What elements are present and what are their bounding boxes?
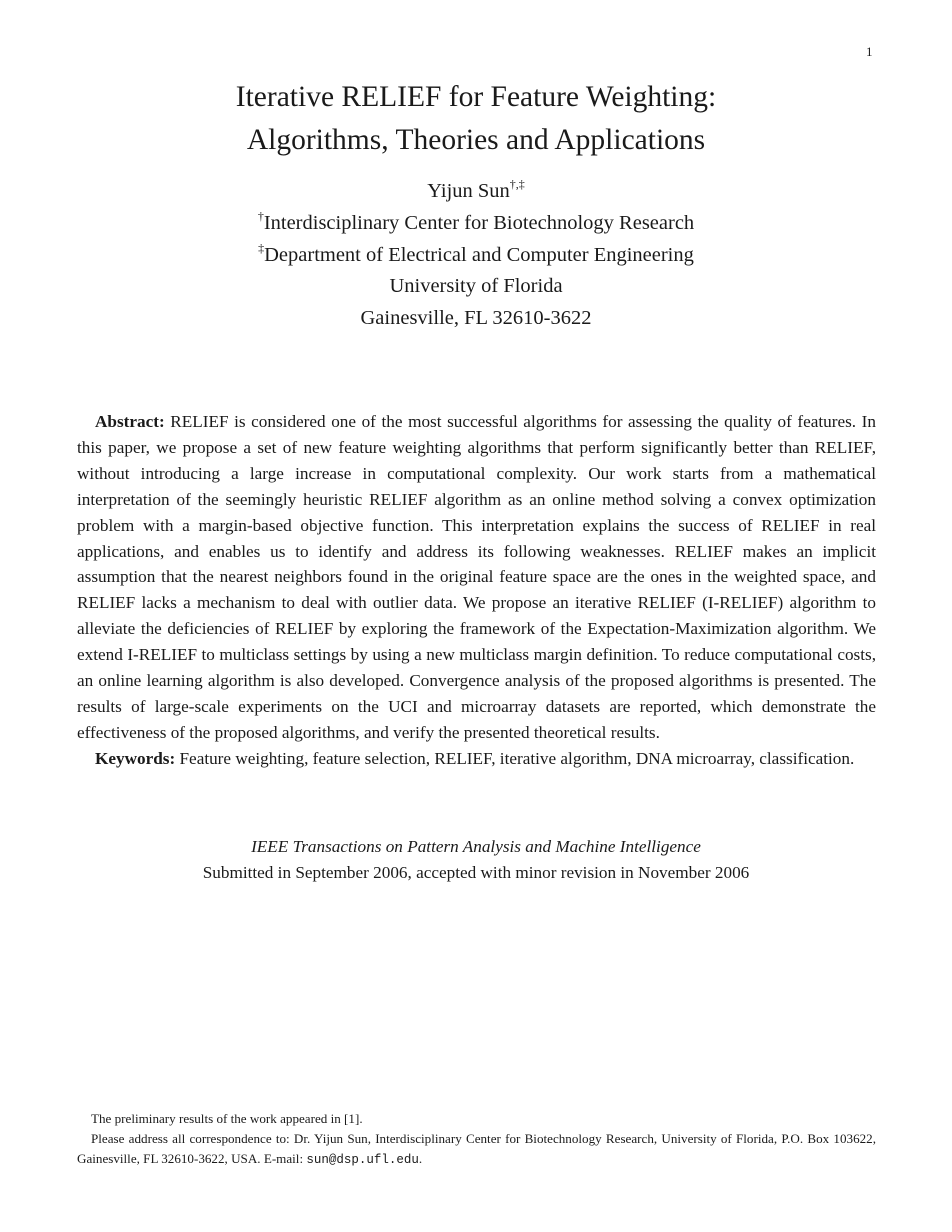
- university: University of Florida: [389, 275, 563, 298]
- page-number: 1: [866, 44, 873, 59]
- abstract-text: RELIEF is considered one of the most successful algorithms for assessing the quality of features. In this paper, we propose a set of new feature weighting algorithms that perform significantly better than RELIEF, without introducing a large increase in computational complexity. Our work starts from a mathematical interpretation of the seemingly heuristic RELIEF algorithm as an online method solving a convex optimization problem with a margin-based objective function. This interpretation explains the success of RELIEF in real applications, and enables us to identify and address its following weaknesses. RELIEF makes an implicit assumption that the nearest neighbors found in the original feature space are the ones in the weighted space, and RELIEF lacks a mechanism to deal with outlier data. We propose an iterative RELIEF (I-RELIEF) algorithm to alleviate the deficiencies of RELIEF by exploring the framework of the Expectation-Maximization algorithm. We extend I-RELIEF to multiclass settings by using a new multiclass margin definition. To reduce computational costs, an online learning algorithm is also developed. Convergence analysis of the proposed algorithms is presented. The results of large-scale experiments on the UCI and microarray datasets are reported, which demonstrate the effectiveness of the proposed algorithms, and verify the presented theoretical results.: [77, 412, 876, 742]
- submission-dates: Submitted in September 2006, accepted with minor revision in November 2006: [202, 863, 750, 882]
- venue-block: [0, 834, 952, 886]
- email-link[interactable]: sun@dsp.ufl.edu: [306, 1153, 419, 1167]
- footnote-line-1: The preliminary results of the work appeared in [1].: [91, 1111, 363, 1126]
- author-line: [0, 176, 952, 208]
- keywords-text: Feature weighting, feature selection, RELIEF, iterative algorithm, DNA microarray, classification.: [179, 748, 855, 768]
- footnote-end: .: [418, 1151, 423, 1166]
- title-line-1: Iterative RELIEF for Feature Weighting:: [235, 81, 717, 113]
- abstract-paragraph: [77, 409, 876, 746]
- abstract-label: Abstract:: [95, 412, 165, 431]
- affiliation-2-mark: ‡: [258, 240, 265, 255]
- author-name: Yijun Sun: [427, 180, 510, 202]
- affiliation-2-text: Department of Electrical and Computer Engineering: [264, 243, 694, 266]
- keywords-paragraph: [77, 746, 876, 772]
- location: Gainesville, FL 32610-3622: [360, 307, 592, 330]
- abstract-section: [77, 409, 876, 772]
- affiliation-1-text: Interdisciplinary Center for Biotechnology Research: [263, 211, 695, 234]
- affiliation-1: [0, 208, 952, 240]
- footnote-correspondence: Please address all correspondence to: Dr. Yijun Sun, Interdisciplinary Center for Biotechnology Research, University of Florida, P.O. Box 103622, Gainesville, FL 32610-3622, USA. E-mail:: [77, 1131, 876, 1166]
- affiliation-2: [0, 240, 952, 272]
- journal-name: IEEE Transactions on Pattern Analysis and Machine Intelligence: [251, 837, 701, 856]
- author-block: [0, 176, 952, 335]
- footnote-line-2: [77, 1129, 876, 1170]
- affiliation-1-mark: †: [257, 208, 264, 223]
- title-line-2: Algorithms, Theories and Applications: [246, 124, 706, 156]
- keywords-label: Keywords:: [95, 748, 176, 768]
- paper-title: [0, 76, 952, 162]
- author-marks: †,‡: [509, 177, 525, 191]
- footnote: [77, 1109, 876, 1170]
